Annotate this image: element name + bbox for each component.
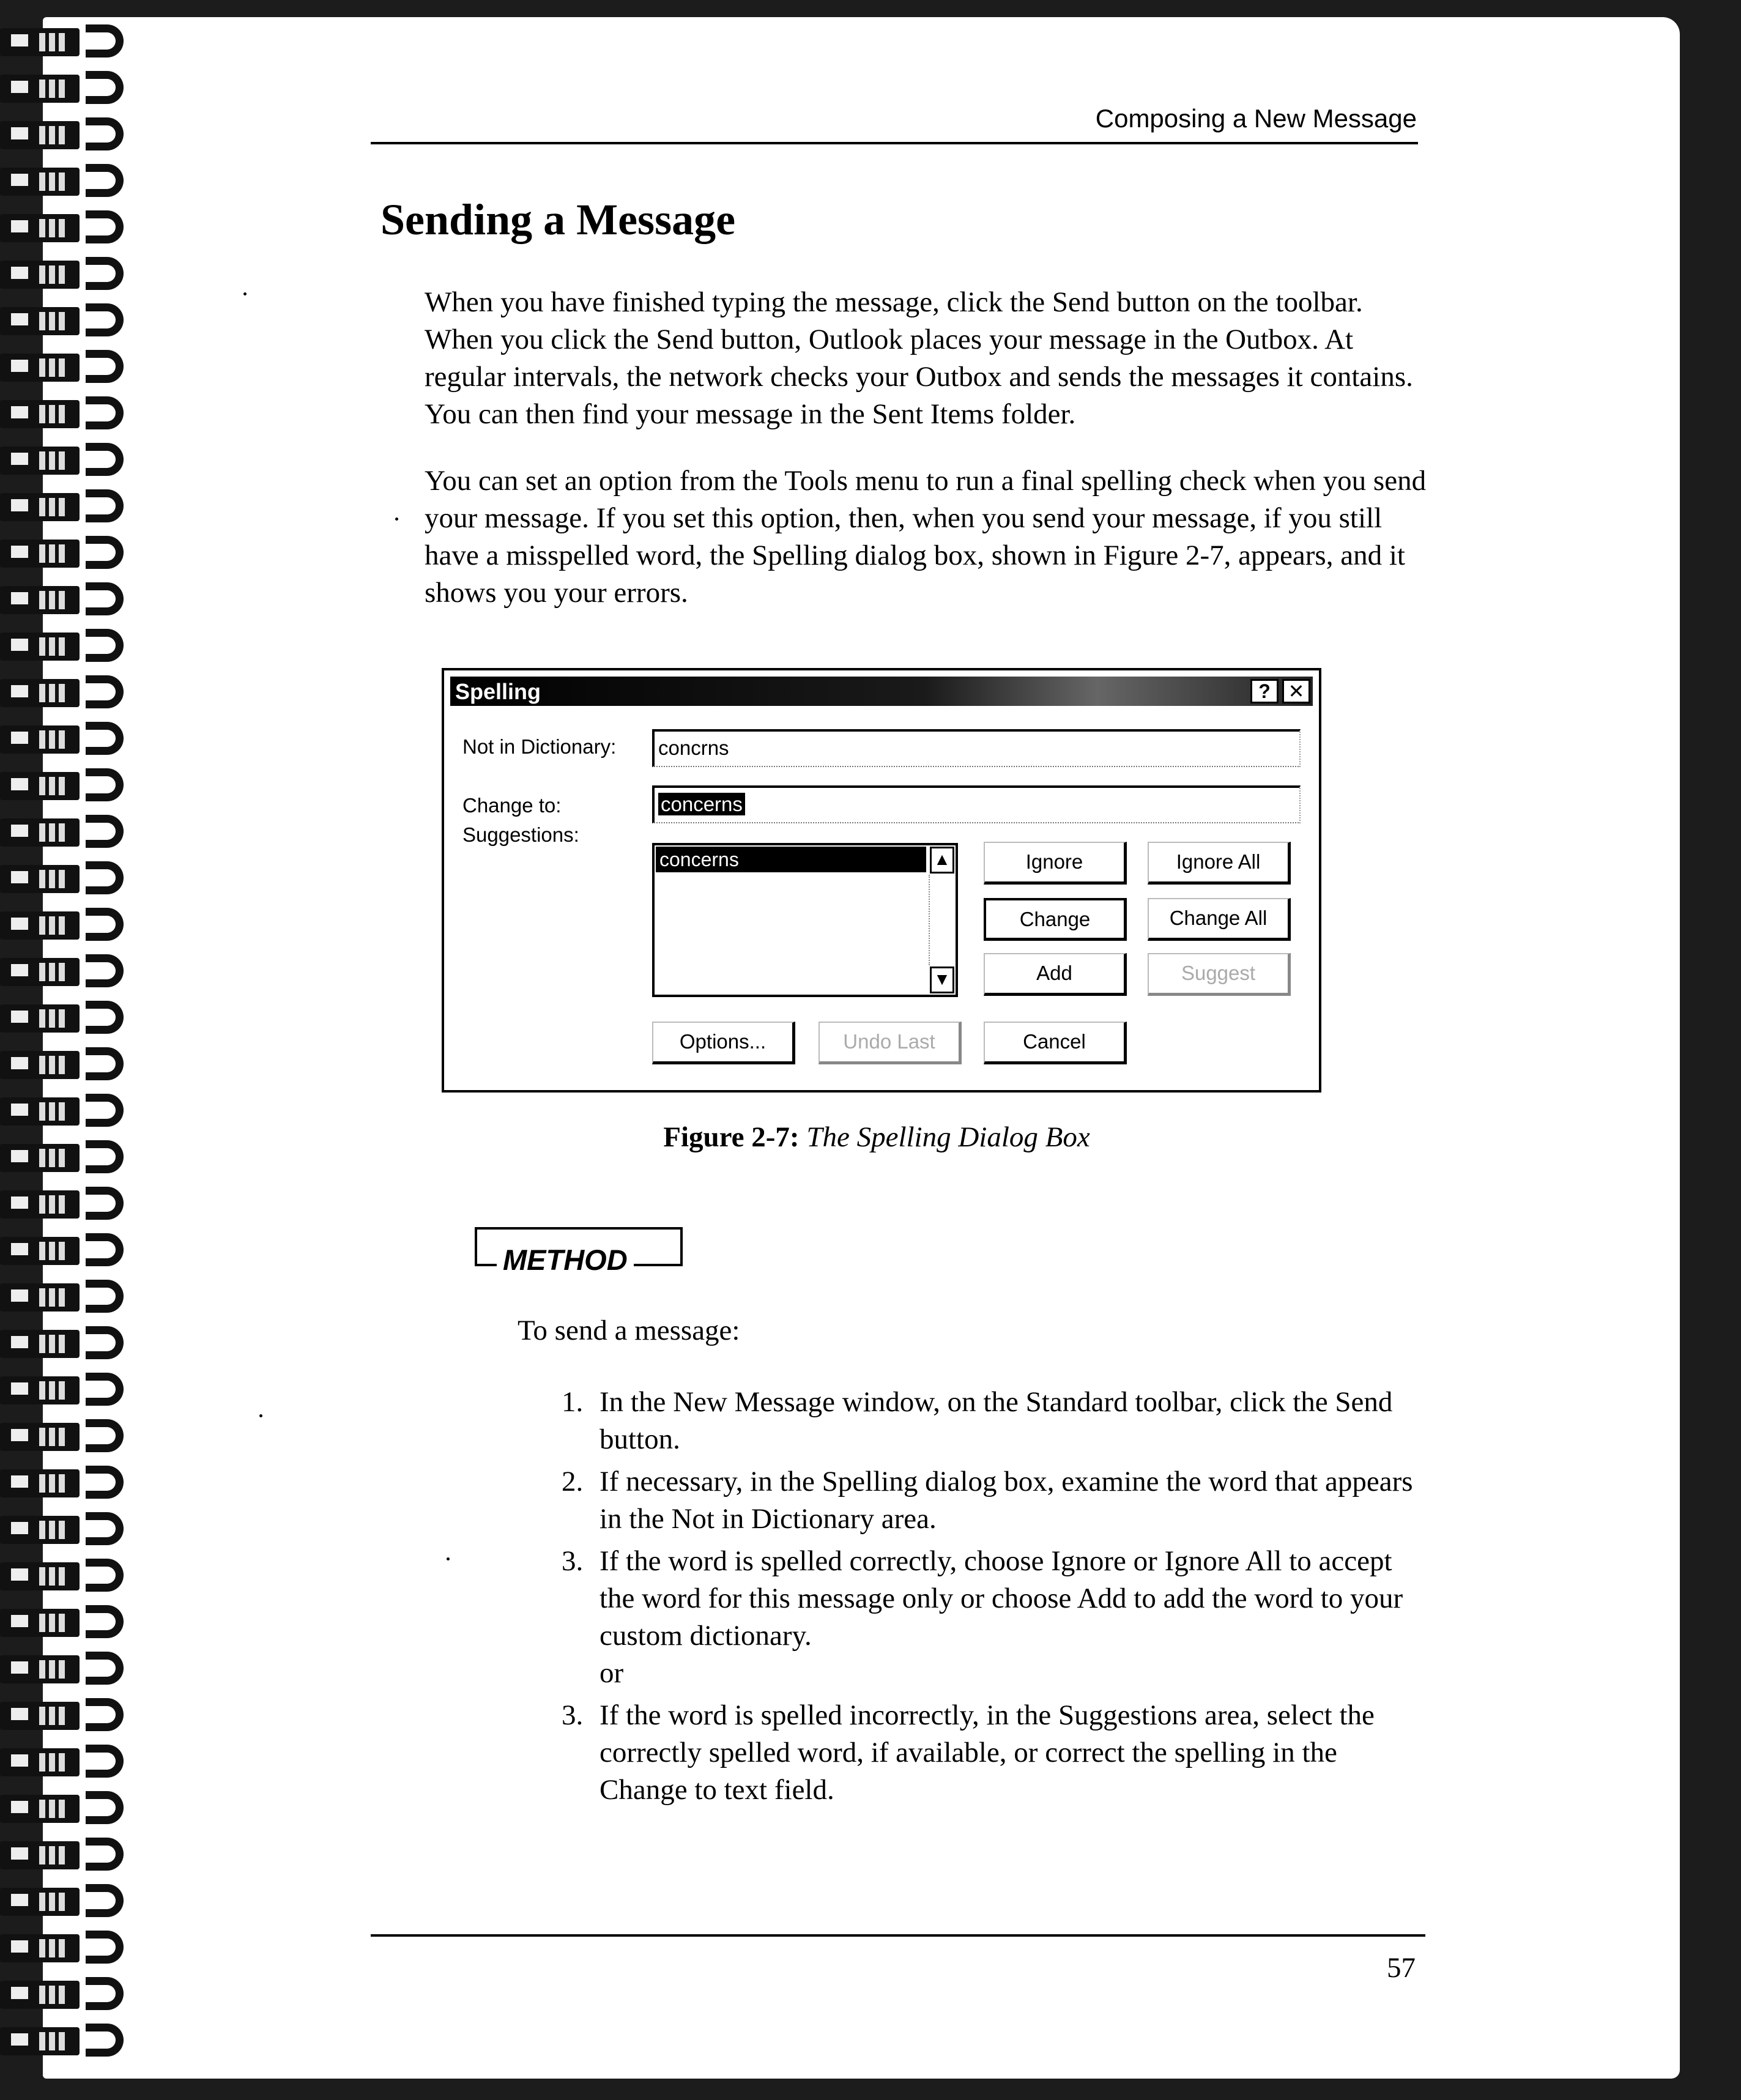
binding-coil [0, 1884, 141, 1920]
binding-coil [0, 117, 141, 153]
binding-coil [0, 1652, 141, 1687]
undo-last-button[interactable]: Undo Last [819, 1022, 962, 1064]
scroll-down-button[interactable]: ▼ [930, 967, 954, 993]
paragraph-1: When you have finished typing the message, click the Send button on the toolbar. When you click the Send button, Outlook places your message in the Outbox. At regular intervals, the network checks your Outbox and sends the messages it contains. You can then find your message in the Sent Items folder. [425, 286, 1413, 430]
scrollbar-track[interactable] [929, 875, 954, 965]
change-to-value: concerns [658, 793, 745, 815]
spelling-dialog [442, 668, 1321, 1093]
binding-coil [0, 1791, 141, 1827]
ignore-button[interactable]: Ignore [984, 842, 1127, 885]
scan-speck [395, 518, 398, 521]
binding-coil [0, 1559, 141, 1594]
binding-coil [0, 1187, 141, 1222]
options-button[interactable]: Options... [652, 1022, 795, 1064]
method-intro: To send a message: [518, 1315, 740, 1346]
binding-coil [0, 536, 141, 571]
dialog-titlebar[interactable] [450, 677, 1313, 706]
binding-coil [0, 71, 141, 106]
not-in-dictionary-value: concrns [658, 736, 729, 759]
binding-coil [0, 1931, 141, 1966]
method-steps [562, 1384, 1424, 1809]
method-label: METHOD [497, 1243, 634, 1277]
binding-coil [0, 489, 141, 525]
binding-coil [0, 164, 141, 199]
binding-coil [0, 1233, 141, 1269]
list-item [562, 1384, 1424, 1458]
step-text: In the New Message window, on the Standard toolbar, click the Send button. [600, 1386, 1393, 1455]
binding-coil [0, 768, 141, 804]
dialog-title: Spelling [455, 679, 541, 704]
step-number: 2. [562, 1466, 584, 1497]
suggestions-list[interactable] [652, 843, 958, 997]
scroll-up-button[interactable]: ▲ [930, 847, 954, 874]
list-item[interactable]: concerns [656, 847, 926, 872]
binding-coil [0, 350, 141, 385]
or-text: or [600, 1657, 624, 1689]
suggestions-label: Suggestions: [462, 823, 579, 846]
ignore-all-button[interactable]: Ignore All [1148, 842, 1291, 885]
binding-coil [0, 954, 141, 990]
change-to-input[interactable] [652, 785, 1301, 823]
help-button[interactable]: ? [1250, 679, 1279, 703]
binding-coil [0, 2024, 141, 2059]
binding-coil [0, 1047, 141, 1083]
binding-coil [0, 582, 141, 618]
binding-coil [0, 24, 141, 60]
step-text: If the word is spelled incorrectly, in the Suggestions area, select the correctly spelled word, if available, or correct the spelling in the Change to text field. [600, 1699, 1375, 1806]
scan-speck [447, 1557, 450, 1560]
not-in-dictionary-label: Not in Dictionary: [462, 735, 617, 758]
running-header: Composing a New Message [1095, 104, 1417, 133]
binding-coil [0, 210, 141, 246]
spiral-binding [0, 24, 147, 2074]
cancel-button[interactable]: Cancel [984, 1022, 1127, 1064]
close-button[interactable]: ✕ [1282, 679, 1310, 703]
binding-coil [0, 1977, 141, 2013]
add-button[interactable]: Add [984, 953, 1127, 996]
binding-coil [0, 1838, 141, 1873]
binding-coil [0, 629, 141, 664]
step-number: 3. [562, 1545, 584, 1577]
binding-coil [0, 861, 141, 897]
list-item [562, 1463, 1424, 1538]
step-text: If necessary, in the Spelling dialog box, examine the word that appears in the Not in Dictionary area. [600, 1466, 1413, 1535]
binding-coil [0, 815, 141, 850]
change-to-label: Change to: [462, 794, 562, 817]
figure-caption [0, 1121, 1741, 1154]
not-in-dictionary-field [652, 729, 1301, 767]
step-number: 1. [562, 1386, 584, 1418]
list-item [562, 1543, 1424, 1692]
binding-coil [0, 1698, 141, 1734]
header-rule [371, 142, 1418, 144]
binding-coil [0, 1605, 141, 1641]
binding-coil [0, 1001, 141, 1036]
binding-coil [0, 1512, 141, 1548]
binding-coil [0, 257, 141, 292]
binding-coil [0, 722, 141, 757]
step-text: If the word is spelled correctly, choose Ignore or Ignore All to accept the word for this message only or choose Add to add the word to your custom dictionary. [600, 1545, 1403, 1652]
binding-coil [0, 1373, 141, 1408]
scan-speck [243, 292, 247, 295]
section-title: Sending a Message [380, 195, 736, 244]
change-all-button[interactable]: Change All [1148, 898, 1291, 941]
binding-coil [0, 1745, 141, 1780]
change-button[interactable]: Change [984, 898, 1127, 941]
figure-caption-text: The Spelling Dialog Box [806, 1121, 1090, 1153]
footer-rule [371, 1934, 1425, 1937]
binding-coil [0, 1280, 141, 1315]
list-item [562, 1697, 1424, 1809]
scan-speck [259, 1414, 262, 1417]
binding-coil [0, 675, 141, 711]
binding-coil [0, 1419, 141, 1455]
binding-coil [0, 443, 141, 478]
binding-coil [0, 1326, 141, 1362]
paragraph-2: You can set an option from the Tools menu to run a final spelling check when you send your message. If you set this option, then, when you send your message, if you still have a misspelled word, the Spelling dialog box, shown in Figure 2-7, appears, and it shows you your errors. [425, 465, 1427, 609]
binding-coil [0, 303, 141, 339]
binding-coil [0, 396, 141, 432]
suggest-button[interactable]: Suggest [1148, 953, 1291, 996]
figure-label: Figure 2-7: [663, 1121, 800, 1153]
step-number: 3. [562, 1699, 584, 1731]
binding-coil [0, 908, 141, 943]
binding-coil [0, 1466, 141, 1501]
page-number: 57 [1387, 1952, 1416, 1984]
